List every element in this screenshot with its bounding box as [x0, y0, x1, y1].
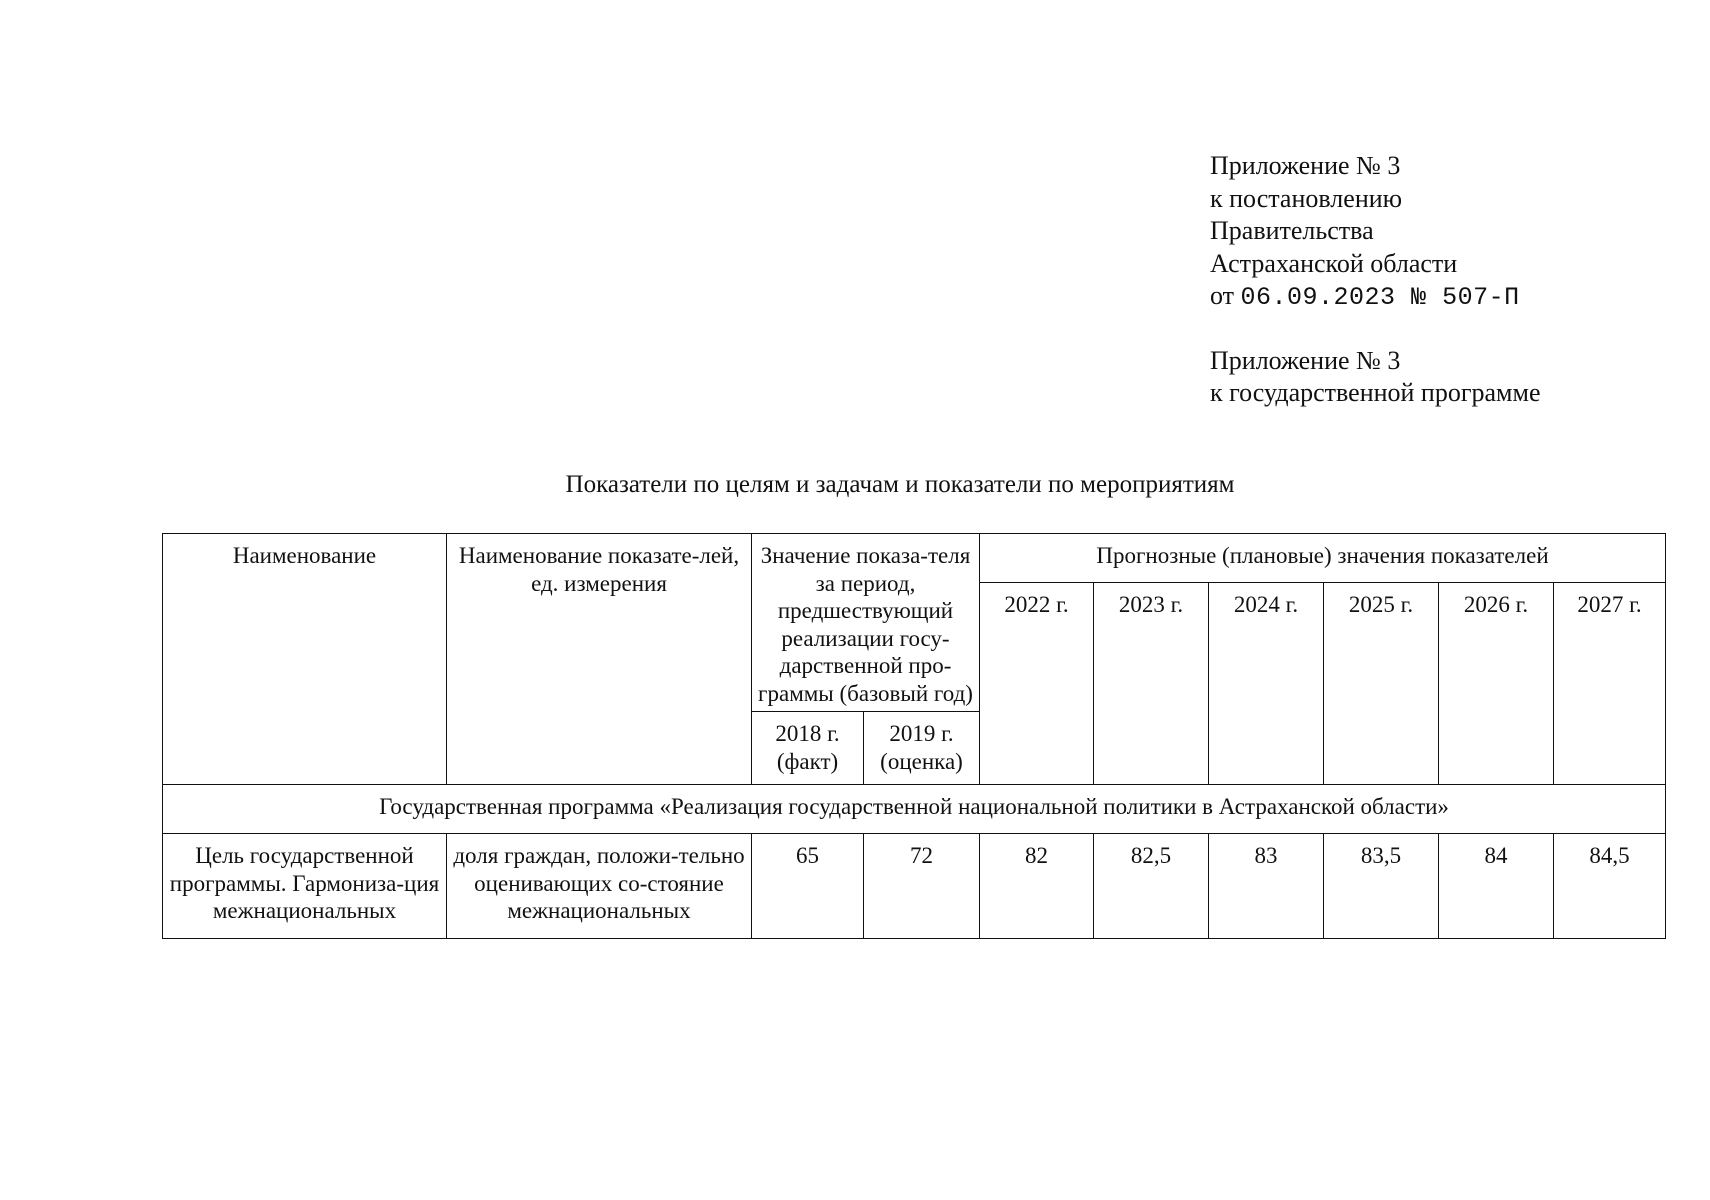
program-row: [163, 785, 1666, 834]
header-line: Правительства: [1210, 216, 1374, 245]
header-cell-base-year: 2018 г. (факт): [752, 712, 864, 785]
header-line: Приложение № 3: [1210, 151, 1401, 180]
cell-indicator: доля граждан, положи-тельно оценивающих со-стояние межнациональных: [447, 834, 752, 939]
header-line: Приложение № 3: [1210, 345, 1401, 375]
table-row: [163, 834, 1666, 939]
cell-name: Цель государственной программы. Гармониза-ция межнациональных: [163, 834, 447, 939]
cell-value: 65: [752, 834, 864, 939]
header-cell-year: 2026 г.: [1439, 583, 1554, 785]
decree-date-number: 06.09.2023 № 507-П: [1240, 283, 1520, 312]
cell-value: 84: [1439, 834, 1554, 939]
header-cell-name: Наименование: [163, 534, 447, 785]
document-title: Показатели по целям и задачам и показатели по мероприятиям: [565, 471, 1235, 498]
header-cell-year: 2024 г.: [1209, 583, 1324, 785]
decree-date-line: [1210, 280, 1541, 315]
header-cell-indicator: Наименование показате-лей, ед. измерения: [447, 534, 752, 785]
cell-value: 72: [864, 834, 980, 939]
appendix-header: [1210, 150, 1541, 410]
header-cell-base-year: 2019 г. (оценка): [864, 712, 980, 785]
cell-value: 83,5: [1324, 834, 1439, 939]
date-prefix: от: [1210, 281, 1235, 310]
header-line: к государственной программе: [1210, 378, 1541, 407]
header-cell-year: 2025 г.: [1324, 583, 1439, 785]
header-line: к постановлению: [1210, 183, 1403, 213]
header-cell-base: Значение показа-теля за период, предшествующий реализации госу-дарственной про-граммы (базовый год): [752, 534, 980, 712]
header-cell-year: 2022 г.: [980, 583, 1094, 785]
program-title-cell: Государственная программа «Реализация государственной национальной политики в Астраханской области»: [163, 785, 1666, 834]
cell-value: 82: [980, 834, 1094, 939]
indicators-table: [162, 533, 1666, 939]
cell-value: 83: [1209, 834, 1324, 939]
cell-value: 84,5: [1554, 834, 1666, 939]
header-row: [163, 534, 1666, 583]
header-cell-year: 2027 г.: [1554, 583, 1666, 785]
header-cell-forecast: Прогнозные (плановые) значения показателей: [980, 534, 1666, 583]
header-cell-year: 2023 г.: [1094, 583, 1209, 785]
cell-value: 82,5: [1094, 834, 1209, 939]
header-line: Астраханской области: [1210, 248, 1458, 278]
